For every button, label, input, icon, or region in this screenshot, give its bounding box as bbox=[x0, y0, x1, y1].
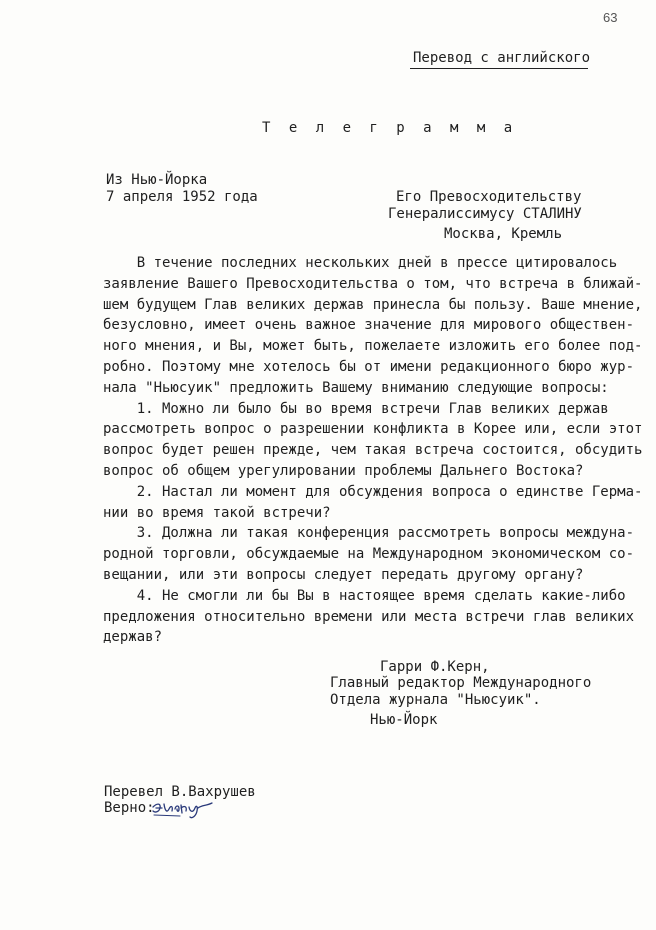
translation-note: Перевод с английского bbox=[413, 50, 591, 66]
body-line: робно. Поэтому мне хотелось бы от имени редакционного бюро жур- bbox=[103, 359, 635, 375]
body-line: заявление Вашего Превосходительства о том, что встреча в ближай- bbox=[103, 275, 643, 292]
body-line: держав? bbox=[103, 629, 163, 646]
body-line: 2. Настал ли момент для обсуждения вопроса о единстве Герма- bbox=[103, 483, 643, 500]
translation-note-underline bbox=[410, 68, 588, 69]
addressee-line-2: Генералиссимусу СТАЛИНУ bbox=[388, 206, 582, 222]
handwritten-signature bbox=[150, 797, 216, 827]
body-line: вопрос будет решен прежде, чем такая встреча состоится, обсудить bbox=[103, 442, 643, 459]
signature-city: Нью-Йорк bbox=[370, 712, 438, 728]
body-line: В течение последних нескольких дней в прессе цитировалось bbox=[103, 255, 618, 271]
body-line: вещании, или эти вопросы следует передать другому органу? bbox=[103, 567, 584, 583]
signature-title-line-2: Отдела журнала "Ньюсуик". bbox=[330, 692, 541, 708]
signature-title-line-1: Главный редактор Международного bbox=[330, 675, 592, 691]
body-line: вопрос об общем урегулировании проблемы Дальнего Востока? bbox=[103, 463, 584, 479]
body-line: безусловно, имеет очень важное значение для мирового обществен- bbox=[103, 317, 635, 334]
body-line: шем будущем Глав великих держав принесла бы пользу. Ваше мнение, bbox=[103, 296, 643, 313]
origin-date: 7 апреля 1952 года bbox=[106, 189, 258, 205]
verified-label: Верно: bbox=[104, 800, 155, 816]
body-line: рассмотреть вопрос о разрешении конфликта в Корее или, если этот bbox=[103, 421, 643, 438]
addressee-line-1: Его Превосходительству bbox=[396, 189, 582, 205]
signature-name: Гарри Ф.Керн, bbox=[380, 659, 490, 675]
body-line: нала "Ньюсуик" предложить Вашему вниманию следующие вопросы: bbox=[103, 379, 609, 396]
body-line: предложения относительно времени или места встречи глав великих bbox=[103, 608, 635, 625]
body-line: нии во время такой встречи? bbox=[103, 504, 331, 521]
translator-line: Перевел В.Вахрушев bbox=[104, 784, 256, 800]
archive-page-number: 63 bbox=[603, 10, 618, 25]
origin-city: Из Нью-Йорка bbox=[106, 172, 208, 188]
addressee-line-3: Москва, Кремль bbox=[444, 226, 563, 242]
body-line: 1. Можно ли было бы во время встречи Глав великих держав bbox=[103, 400, 609, 417]
document-title: Т е л е г р а м м а bbox=[262, 120, 518, 136]
body-line: ного мнения, и Вы, может быть, пожелаете изложить его более под- bbox=[103, 338, 643, 355]
body-line: 4. Не смогли ли бы Вы в настоящее время сделать какие-либо bbox=[103, 587, 626, 604]
body-line: родной торговли, обсуждаемые на Международном экономическом со- bbox=[103, 546, 635, 563]
body-line: 3. Должна ли такая конференция рассмотреть вопросы междуна- bbox=[103, 525, 635, 542]
